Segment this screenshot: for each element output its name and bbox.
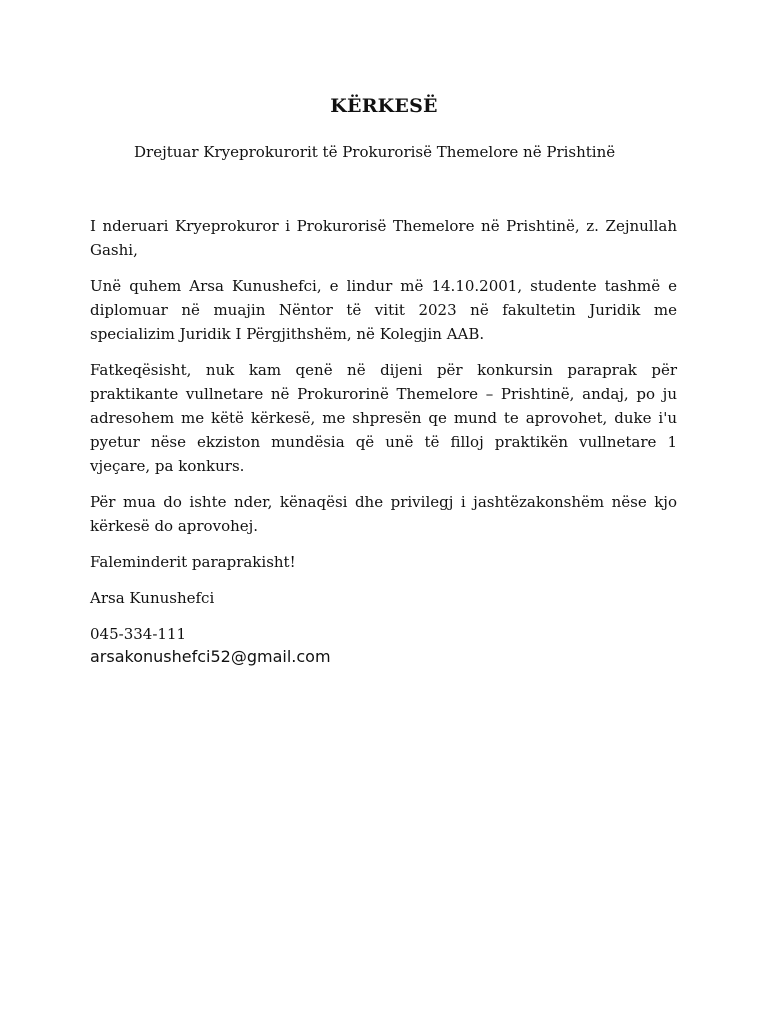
phone-number: 045-334-111 [90, 625, 187, 643]
signature-name: Arsa Kunushefci [90, 589, 215, 607]
document-title: KËRKESË [330, 95, 438, 117]
email-address: arsakonushefci52@gmail.com [90, 647, 331, 666]
letter-body [90, 214, 677, 668]
paragraph-2: Fatkeqësisht, nuk kam qenë në dijeni për konkursin paraprak për praktikante vullnetare në Prokurorinë Themelore – Prishtinë, andaj, po ju adresohem me këtë kërkesë, me shpresën qe mund te aprovohet, duke i'u pyetur nëse ekziston mundësia që unë të filloj praktikën vullnetare 1 vjeçare, pa konkurs. [90, 361, 677, 475]
greeting: I nderuari Kryeprokuror i Prokurorisë Themelore në Prishtinë, z. Zejnullah Gashi, [90, 217, 677, 259]
closing-line: Faleminderit paraprakisht! [90, 553, 296, 571]
addressee-line: Drejtuar Kryeprokurorit të Prokurorisë Themelore në Prishtinë [134, 143, 616, 161]
paragraph-3: Për mua do ishte nder, kënaqësi dhe privilegj i jashtëzakonshëm nëse kjo kërkesë do aprovohej. [90, 493, 677, 535]
paragraph-1: Unë quhem Arsa Kunushefci, e lindur më 14.10.2001, studente tashmë e diplomuar në muajin Nëntor të vitit 2023 në fakultetin Juridik me specializim Juridik I Përgjithshëm, në Kolegjin AAB. [90, 277, 677, 343]
